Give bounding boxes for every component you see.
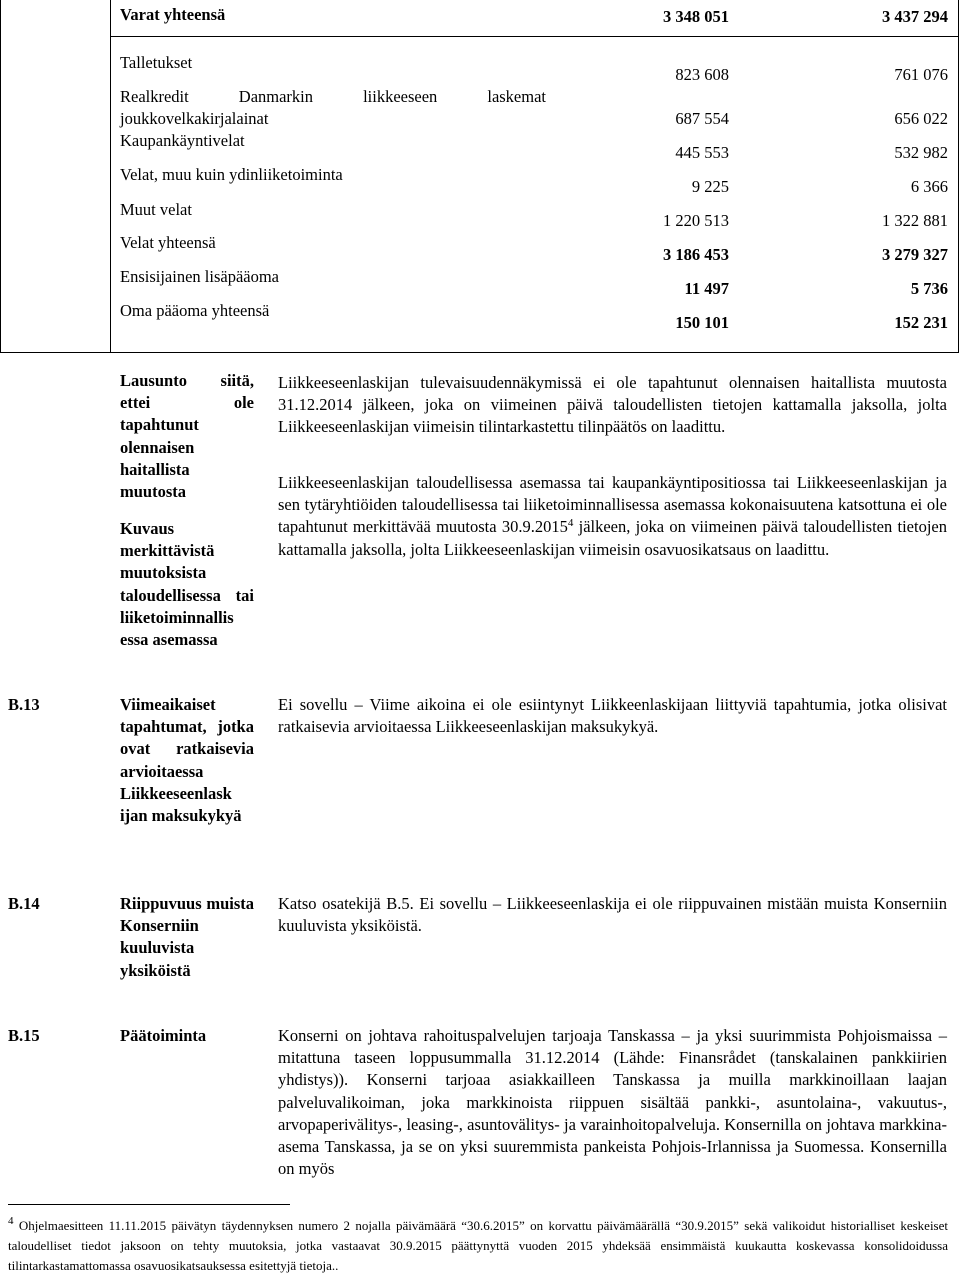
balance-row-label: Velat, muu kuin ydinliiketoiminta: [120, 165, 343, 184]
balance-value-2015: 11 497: [684, 279, 729, 298]
total-assets-value-2014: 3 437 294: [882, 7, 948, 26]
footnote-mark: 4: [8, 1215, 14, 1227]
b12-text-part1: Liikkeeseenlaskijan taloudellisessa asemassa tai kaupankäyntipositiossa tai Liikkeeseenlaskijan ja sen tytäryhtiöiden taloudellisessa tai liiketoiminnallisessa asemassa kokonaisuutena katsottuna ei ole tapahtunut merkittävää muutosta 30.9.2015: [278, 473, 947, 537]
balance-value-2015: 445 553: [675, 143, 729, 162]
balance-row-label-cont: joukkovelkakirjalainat: [120, 109, 269, 128]
b13-label: Viimeaikaiset tapahtumat, jotka ovat ratkaisevia arvioitaessa Liikkeeseenlask ijan maksukykyä: [120, 695, 254, 826]
b14-text: Katso osatekijä B.5. Ei sovellu – Liikkeeseenlaskija ei ole riippuvainen mistään muista Konserniin kuuluvista yksiköistä.: [278, 894, 947, 936]
b12-text-part2: jälkeen, joka on viimeinen päivä taloudellisten tietojen kattamalla jaksolla, jolta Liikkeeseenlaskijan viimeisin osavuosikatsaus on laadittu.: [278, 517, 947, 559]
b12-text-financial-position: [278, 472, 947, 561]
b12-text-outlook: Liikkeeseenlaskijan tulevaisuudennäkymissä ei ole tapahtunut olennaisen haitallista muutosta 31.12.2014 jälkeen, joka on viimeinen päivä taloudellisten tietojen kattamalla jaksolla, jolta Liikkeeseenlaskijan viimeisin tilintarkastettu tilinpäätös on laadittu.: [278, 373, 947, 437]
balance-value-2014: 532 982: [894, 143, 948, 162]
b12-label-no-adverse-change: Lausunto siitä, ettei ole tapahtunut olennaisen haitallista muutosta: [120, 371, 254, 502]
balance-row-label: Ensisijainen lisäpääoma: [120, 267, 279, 286]
balance-value-2015: 3 186 453: [663, 245, 729, 264]
footnote-separator: [8, 1204, 290, 1205]
balance-value-2015: 150 101: [675, 313, 729, 332]
total-assets-value-2015: 3 348 051: [663, 7, 729, 26]
balance-value-2015: 1 220 513: [663, 211, 729, 230]
balance-value-2015: 823 608: [675, 65, 729, 84]
balance-value-2014: 5 736: [910, 279, 948, 298]
b15-label: Päätoiminta: [120, 1026, 207, 1045]
b12-label-significant-change: Kuvaus merkittävistä muutoksista taloudellisessa tai liiketoiminnallis essa asemassa: [120, 519, 254, 650]
balance-value-2014: 3 279 327: [882, 245, 948, 264]
footnote: [8, 1216, 948, 1276]
balance-value-2014: 1 322 881: [882, 211, 948, 230]
footnote-ref: 4: [567, 517, 574, 530]
balance-row-label: Realkredit Danmarkin liikkeeseen laskemat: [120, 87, 546, 106]
balance-value-2014: 656 022: [894, 109, 948, 128]
balance-value-2014: 6 366: [910, 177, 948, 196]
footnote-text: Ohjelmaesitteen 11.11.2015 päivätyn täydennyksen numero 2 nojalla päivämäärä “30.6.2015” on korvattu päivämäärällä “30.9.2015” sekä valikoidut historialliset keskeiset taloudelliset tiedot jaksoon on tehty muutoksia, jotka vastaavat 30.9.2015 päättynyttä vuoden 2015 yhdeksää ensimmäistä kuukautta koskevassa konsolidoidussa tilintarkastamattomassa osavuosikatsauksessa esitettyjä tietoja..: [8, 1218, 949, 1273]
table-right-border: [958, 0, 959, 352]
balance-value-2015: 9 225: [691, 177, 729, 196]
balance-row-label: Oma pääoma yhteensä: [120, 301, 270, 320]
b15-text: Konserni on johtava rahoituspalvelujen tarjoaja Tanskassa – ja yksi suurimmista Pohjoismaissa – mitattuna taseen loppusummalla 31.12.2014 (Lähde: Finansrådet (tanskalainen pankkiirien yhdistys)). Konserni tarjoaa asiakkailleen Tanskassa ja muilla markkinoillaan laajan palveluvalikoiman, joka markkinoista riippuen sisältää pankki-, asuntolaina-, vakuutus-, arvopaperivälitys-, leasing-, asuntovälitys- ja varainhoitopalveluja. Konsernilla on johtava markkina-asema Tanskassa, ja se on yksi suuremmista pankeista Pohjois-Irlannissa ja Suomessa. Konsernilla on myös: [278, 1026, 947, 1179]
b14-number: B.14: [8, 894, 40, 913]
table-row-divider: [110, 36, 958, 37]
table-left-border: [0, 0, 1, 352]
deposits-label: Talletukset: [120, 53, 193, 72]
b14-label: Riippuvuus muista Konserniin kuuluvista yksiköistä: [120, 894, 254, 980]
balance-value-2014: 761 076: [894, 65, 948, 84]
b13-number: B.13: [8, 695, 40, 714]
table-bottom-border: [0, 352, 959, 353]
balance-value-2014: 152 231: [894, 313, 948, 332]
total-assets-label: Varat yhteensä: [120, 5, 226, 24]
balance-row-label: Muut velat: [120, 200, 192, 219]
table-col-divider: [110, 0, 111, 352]
b13-text: Ei sovellu – Viime aikoina ei ole esiintynyt Liikkeenlaskijaan liittyviä tapahtumia, jotka olisivat ratkaisevia arvioitaessa Liikkeeseenlaskijan maksukykyä.: [278, 695, 947, 737]
balance-row-label: Kaupankäyntivelat: [120, 131, 245, 150]
balance-value-2015: 687 554: [675, 109, 729, 128]
b15-number: B.15: [8, 1026, 40, 1045]
balance-row-label: Velat yhteensä: [120, 233, 216, 252]
